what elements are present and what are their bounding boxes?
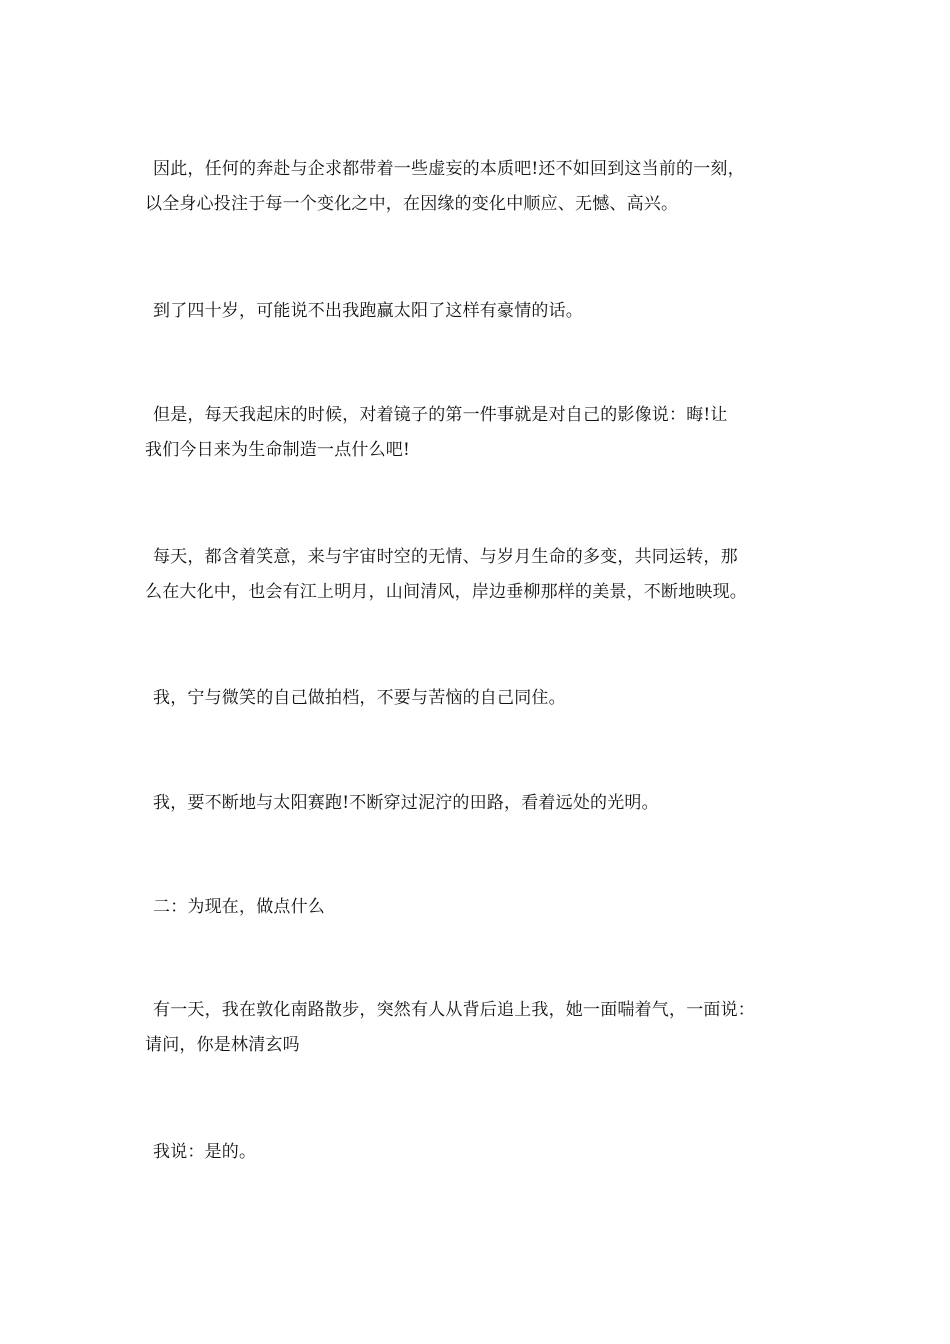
paragraph-line: 但是，每天我起床的时候，对着镜子的第一件事就是对自己的影像说：晦!让 xyxy=(153,405,728,425)
paragraph-line: 我说：是的。 xyxy=(153,1142,257,1162)
paragraph-line: 我们今日来为生命制造一点什么吧! xyxy=(145,440,411,460)
section-heading xyxy=(145,890,810,925)
paragraph-1 xyxy=(145,152,810,222)
paragraph-4 xyxy=(145,540,810,610)
paragraph-7 xyxy=(145,993,810,1063)
paragraph-2 xyxy=(145,294,810,329)
paragraph-line: 我，要不断地与太阳赛跑!不断穿过泥泞的田路，看着远处的光明。 xyxy=(153,793,659,813)
paragraph-line: 我，宁与微笑的自己做拍档，不要与苦恼的自己同住。 xyxy=(153,688,566,708)
paragraph-line: 有一天，我在敦化南路散步，突然有人从背后追上我，她一面喘着气，一面说： xyxy=(153,1000,755,1020)
section-heading-text: 二：为现在，做点什么 xyxy=(153,897,325,917)
paragraph-line: 到了四十岁，可能说不出我跑赢太阳了这样有豪情的话。 xyxy=(153,301,583,321)
paragraph-line: 每天，都含着笑意，来与宇宙时空的无情、与岁月生命的多变，共同运转，那 xyxy=(153,547,738,567)
paragraph-6 xyxy=(145,786,810,821)
paragraph-line: 么在大化中，也会有江上明月，山间清风，岸边垂柳那样的美景，不断地映现。 xyxy=(145,582,747,602)
paragraph-3 xyxy=(145,398,810,468)
paragraph-line: 以全身心投注于每一个变化之中，在因缘的变化中顺应、无憾、高兴。 xyxy=(145,194,679,214)
paragraph-5 xyxy=(145,681,810,716)
paragraph-line: 因此，任何的奔赴与企求都带着一些虚妄的本质吧!还不如回到这当前的一刻， xyxy=(153,159,745,179)
paragraph-line: 请问，你是林清玄吗 xyxy=(145,1035,300,1055)
paragraph-8 xyxy=(145,1135,810,1170)
